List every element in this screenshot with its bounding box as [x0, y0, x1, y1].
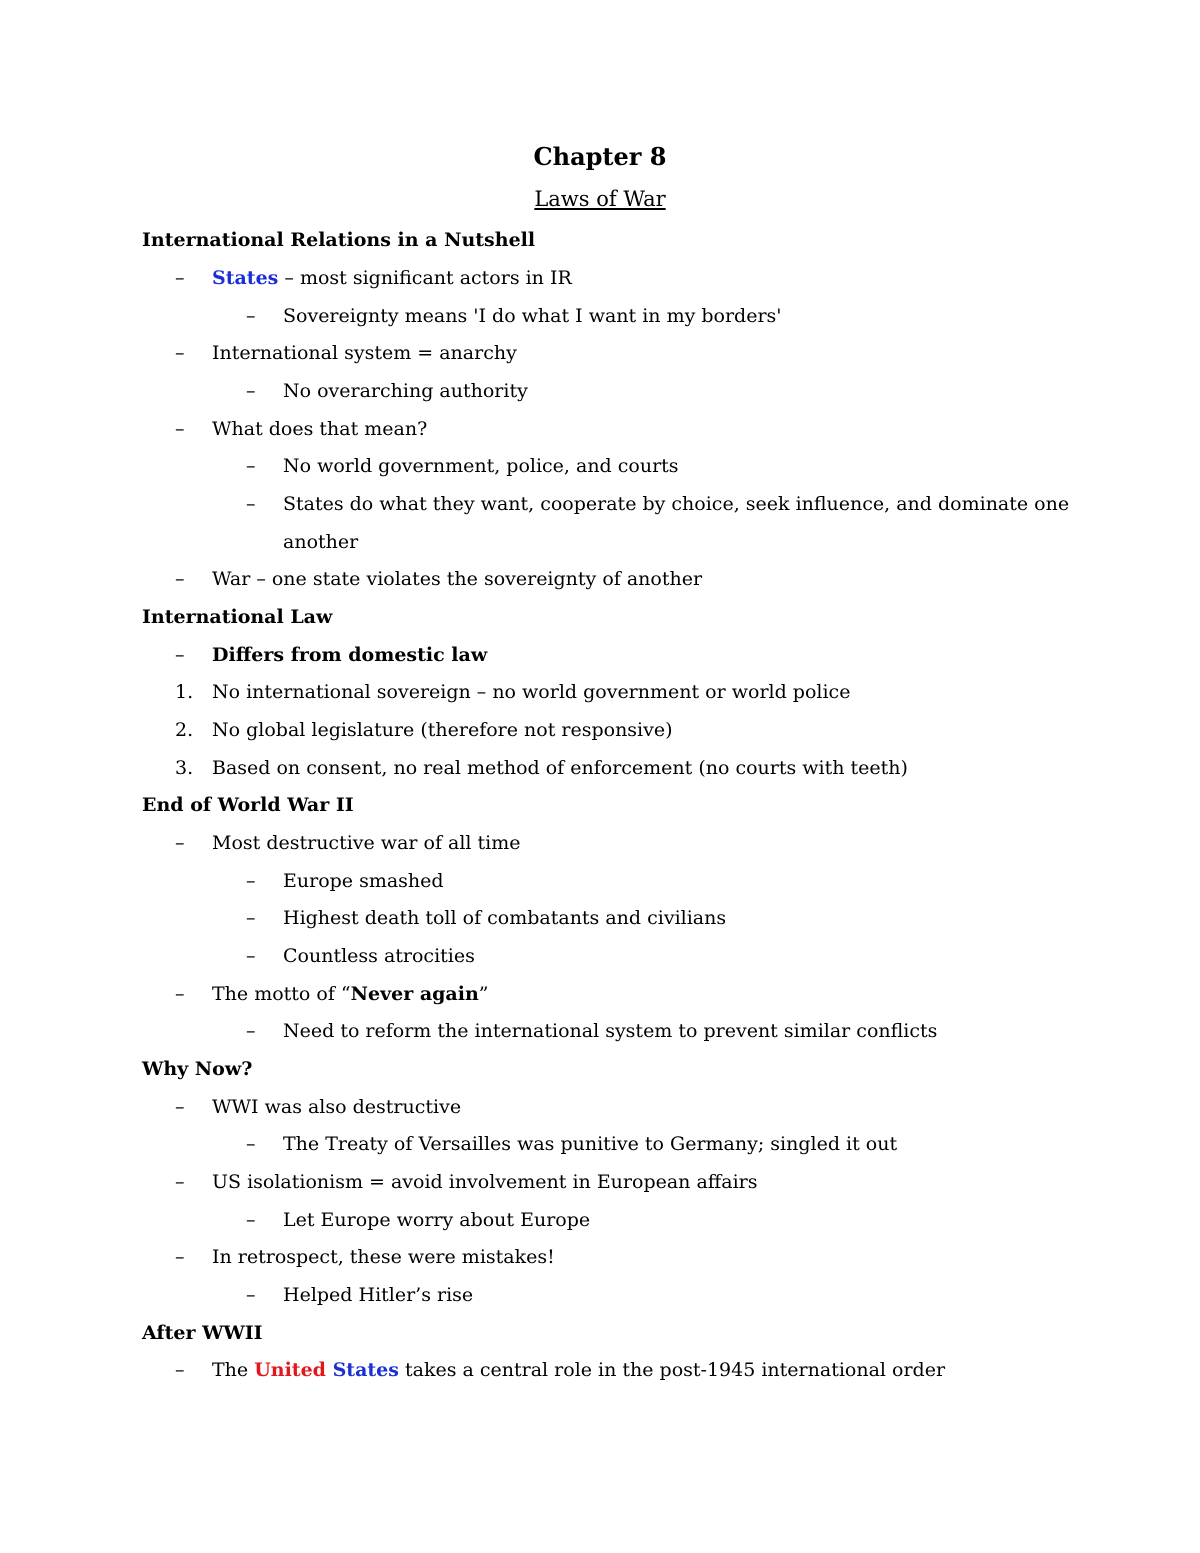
list-item — [0, 1016, 1200, 1046]
list-item — [0, 263, 1200, 293]
bullet-dash: – — [175, 983, 185, 1005]
list-item-text: Let Europe worry about Europe — [283, 1209, 591, 1231]
list-item — [0, 1092, 1200, 1122]
motto-keyword: Never again — [350, 983, 479, 1005]
list-item-text: No global legislature (therefore not responsive) — [212, 719, 673, 741]
list-item-text: International system = anarchy — [212, 342, 517, 364]
list-item-text: The Treaty of Versailles was punitive to Germany; singled it out — [283, 1133, 898, 1155]
list-item — [0, 866, 1200, 896]
bullet-dash: – — [175, 1359, 185, 1381]
list-item-text: WWI was also destructive — [212, 1096, 462, 1118]
number-marker: 1. — [175, 681, 194, 703]
list-item-text: US isolationism = avoid involvement in European affairs — [212, 1171, 758, 1193]
bullet-dash: – — [246, 1020, 256, 1042]
list-item — [0, 414, 1200, 444]
number-marker: 3. — [175, 757, 194, 779]
list-item-text: Based on consent, no real method of enforcement (no courts with teeth) — [212, 757, 908, 779]
page-title: Chapter 8 — [533, 142, 667, 171]
bullet-dash: – — [175, 418, 185, 440]
list-item-text: Countless atrocities — [283, 945, 475, 967]
numbered-item — [0, 753, 1200, 783]
after-rest: takes a central role in the post-1945 international order — [398, 1359, 946, 1381]
bullet-dash: – — [246, 1133, 256, 1155]
list-item-text: Need to reform the international system to prevent similar conflicts — [283, 1020, 938, 1042]
list-item — [0, 1129, 1200, 1159]
list-item-text: In retrospect, these were mistakes! — [212, 1246, 555, 1268]
list-item — [0, 1167, 1200, 1197]
list-item — [0, 1205, 1200, 1235]
numbered-item — [0, 715, 1200, 745]
keyword-united: United — [254, 1359, 326, 1381]
list-item — [0, 640, 1200, 670]
motto-prefix: The motto of “ — [212, 983, 351, 1005]
numbered-item — [0, 677, 1200, 707]
list-item — [0, 903, 1200, 933]
list-item — [0, 1280, 1200, 1310]
list-item — [0, 828, 1200, 858]
list-item-continuation — [0, 527, 1200, 557]
list-item — [0, 941, 1200, 971]
list-item — [0, 451, 1200, 481]
number-marker: 2. — [175, 719, 194, 741]
list-item — [0, 979, 1200, 1009]
keyword-states: States — [212, 267, 279, 289]
list-item-text — [212, 1355, 945, 1385]
bullet-dash: – — [175, 267, 185, 289]
list-item — [0, 1242, 1200, 1272]
list-item-text — [212, 263, 572, 293]
list-item-text: What does that mean? — [212, 418, 428, 440]
bullet-dash: – — [246, 1209, 256, 1231]
list-item-text: Europe smashed — [283, 870, 444, 892]
section-heading: International Relations in a Nutshell — [142, 229, 536, 251]
list-item — [0, 489, 1200, 519]
bullet-dash: – — [175, 1171, 185, 1193]
list-item-text: No overarching authority — [283, 380, 528, 402]
list-item-text: No world government, police, and courts — [283, 455, 679, 477]
list-item-text: War – one state violates the sovereignty of another — [212, 568, 703, 590]
section-heading: After WWII — [142, 1322, 263, 1344]
list-item-text: No international sovereign – no world government or world police — [212, 681, 851, 703]
list-item-text: Helped Hitler’s rise — [283, 1284, 474, 1306]
bullet-dash: – — [175, 1246, 185, 1268]
bullet-dash: – — [246, 1284, 256, 1306]
list-item-text: Most destructive war of all time — [212, 832, 521, 854]
section-heading: End of World War II — [142, 794, 354, 816]
bullet-dash: – — [246, 380, 256, 402]
list-item-text: States do what they want, cooperate by choice, seek influence, and dominate one — [283, 493, 1070, 515]
bullet-dash: – — [246, 870, 256, 892]
bullet-dash: – — [175, 342, 185, 364]
list-item — [0, 338, 1200, 368]
bullet-dash: – — [246, 945, 256, 967]
bullet-dash: – — [246, 907, 256, 929]
bullet-dash: – — [175, 1096, 185, 1118]
bullet-dash: – — [175, 568, 185, 590]
list-item — [0, 1355, 1200, 1385]
section-heading: Why Now? — [142, 1058, 253, 1080]
list-item — [0, 301, 1200, 331]
motto-suffix: ” — [478, 983, 489, 1005]
list-item-text — [212, 979, 489, 1009]
bullet-dash: – — [246, 305, 256, 327]
bullet-dash: – — [246, 455, 256, 477]
page-subtitle: Laws of War — [534, 187, 666, 211]
bullet-dash: – — [175, 644, 185, 666]
list-item-text: another — [283, 531, 359, 553]
list-item-text: Differs from domestic law — [212, 644, 488, 666]
section-heading: International Law — [142, 606, 333, 628]
list-item — [0, 564, 1200, 594]
bullet-dash: – — [175, 832, 185, 854]
after-the: The — [212, 1359, 255, 1381]
list-item-text: Sovereignty means 'I do what I want in my borders' — [283, 305, 782, 327]
list-item-rest: – most significant actors in IR — [278, 267, 572, 289]
keyword-states: States — [325, 1359, 399, 1381]
bullet-dash: – — [246, 493, 256, 515]
list-item — [0, 376, 1200, 406]
list-item-text: Highest death toll of combatants and civilians — [283, 907, 727, 929]
